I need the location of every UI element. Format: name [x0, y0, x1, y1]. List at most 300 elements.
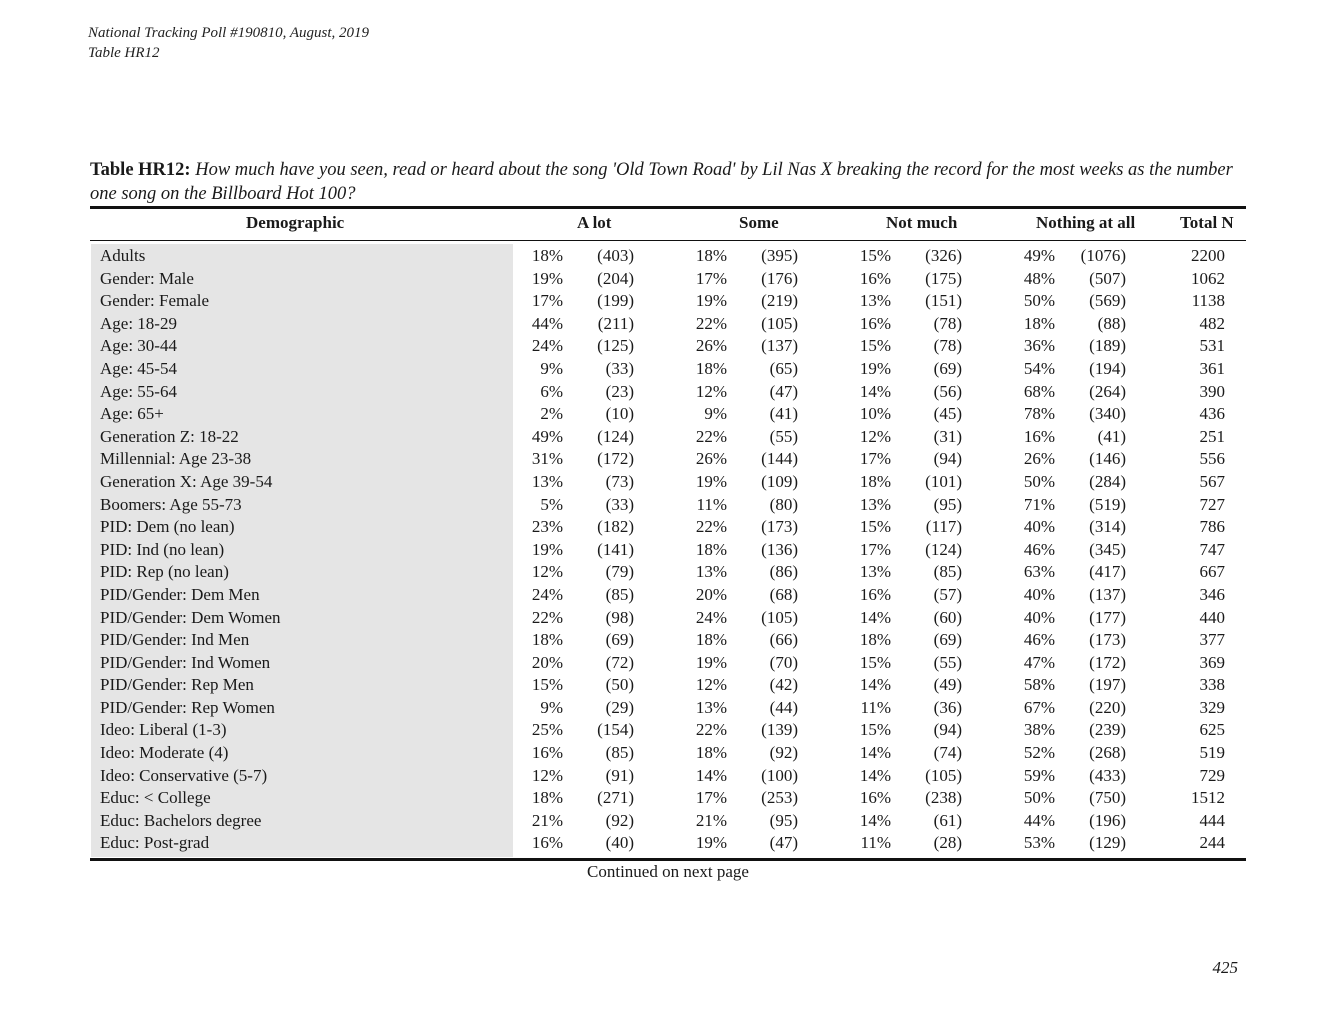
cell-nothing-pct: 48%: [1023, 268, 1055, 288]
cell-a-lot-pct: 19%: [531, 539, 563, 559]
cell-nothing-pct: 46%: [1023, 630, 1055, 650]
cell-a-lot-pct: 18%: [531, 630, 563, 650]
table-row: [0, 516, 1320, 539]
cell-nothing-pct: 49%: [1023, 246, 1055, 265]
table-row: [0, 810, 1320, 833]
cell-a-lot-pct: 13%: [531, 471, 563, 491]
cell-not-much-pct: 15%: [859, 720, 891, 740]
cell-a-lot-n: (33): [605, 358, 634, 378]
cell-nothing-n: (197): [1089, 675, 1126, 695]
cell-total-n: 440: [1199, 607, 1225, 627]
cell-some-pct: 22%: [695, 517, 727, 537]
cell-not-much-n: (124): [925, 539, 962, 559]
row-label: Boomers: Age 55-73: [100, 494, 242, 514]
cell-some-n: (44): [769, 697, 798, 717]
cell-total-n: 444: [1199, 810, 1225, 830]
cell-some-n: (173): [761, 517, 798, 537]
cell-nothing-pct: 46%: [1023, 539, 1055, 559]
cell-not-much-n: (69): [933, 630, 962, 650]
row-label: PID/Gender: Dem Women: [100, 607, 281, 627]
cell-a-lot-pct: 9%: [540, 358, 563, 378]
cell-not-much-pct: 16%: [859, 268, 891, 288]
running-header: [88, 23, 369, 63]
cell-some-pct: 18%: [695, 246, 727, 265]
cell-a-lot-pct: 15%: [531, 675, 563, 695]
cell-not-much-pct: 17%: [859, 449, 891, 469]
cell-not-much-pct: 16%: [859, 788, 891, 808]
cell-a-lot-pct: 18%: [531, 788, 563, 808]
cell-a-lot-pct: 31%: [531, 449, 563, 469]
table-body: [0, 245, 1320, 855]
table-row: [0, 674, 1320, 697]
cell-a-lot-n: (154): [597, 720, 634, 740]
cell-a-lot-n: (204): [597, 268, 634, 288]
cell-nothing-pct: 38%: [1023, 720, 1055, 740]
cell-total-n: 1062: [1191, 268, 1225, 288]
cell-a-lot-n: (199): [597, 291, 634, 311]
cell-not-much-pct: 14%: [859, 675, 891, 695]
row-label: Gender: Female: [100, 291, 210, 311]
cell-a-lot-n: (29): [605, 697, 634, 717]
column-header-demographic: Demographic: [246, 213, 345, 232]
cell-some-n: (95): [769, 810, 798, 830]
cell-not-much-n: (57): [933, 584, 962, 604]
cell-some-n: (136): [761, 539, 798, 559]
cell-not-much-pct: 15%: [859, 336, 891, 356]
cell-a-lot-pct: 5%: [540, 494, 563, 514]
cell-not-much-pct: 15%: [859, 246, 891, 265]
cell-not-much-pct: 14%: [859, 381, 891, 401]
cell-total-n: 747: [1199, 539, 1225, 559]
cell-not-much-n: (49): [933, 675, 962, 695]
cell-nothing-n: (220): [1089, 697, 1126, 717]
cell-total-n: 338: [1199, 675, 1225, 695]
cell-nothing-n: (345): [1089, 539, 1126, 559]
table-row: [0, 629, 1320, 652]
cell-nothing-pct: 71%: [1023, 494, 1055, 514]
bottom-rule: [90, 858, 1246, 861]
table-row: [0, 471, 1320, 494]
cell-not-much-n: (55): [933, 652, 962, 672]
cell-not-much-pct: 18%: [859, 630, 891, 650]
row-label: PID/Gender: Dem Men: [100, 584, 260, 604]
table-row: [0, 268, 1320, 291]
row-label: Educ: Post-grad: [100, 833, 210, 853]
cell-not-much-n: (60): [933, 607, 962, 627]
cell-nothing-n: (177): [1089, 607, 1126, 627]
row-label: PID/Gender: Ind Women: [100, 652, 271, 672]
table-row: [0, 652, 1320, 675]
header-table-id: Table HR12: [88, 45, 160, 61]
table-row: [0, 358, 1320, 381]
cell-not-much-n: (175): [925, 268, 962, 288]
cell-a-lot-pct: 25%: [531, 720, 563, 740]
cell-some-pct: 26%: [695, 449, 727, 469]
cell-nothing-pct: 63%: [1023, 562, 1055, 582]
cell-some-pct: 17%: [695, 788, 727, 808]
table-row: [0, 290, 1320, 313]
cell-not-much-n: (238): [925, 788, 962, 808]
cell-a-lot-n: (85): [605, 584, 634, 604]
cell-a-lot-pct: 12%: [531, 765, 563, 785]
caption-label: Table HR12:: [90, 160, 191, 180]
cell-nothing-n: (507): [1089, 268, 1126, 288]
cell-a-lot-pct: 23%: [531, 517, 563, 537]
table-row: [0, 787, 1320, 810]
cell-some-pct: 9%: [704, 404, 727, 424]
cell-nothing-n: (750): [1089, 788, 1126, 808]
cell-total-n: 1512: [1191, 788, 1225, 808]
cell-a-lot-pct: 20%: [531, 652, 563, 672]
cell-a-lot-pct: 44%: [531, 313, 563, 333]
cell-some-n: (66): [769, 630, 798, 650]
cell-not-much-pct: 13%: [859, 291, 891, 311]
cell-not-much-pct: 17%: [859, 539, 891, 559]
row-label: Educ: < College: [100, 788, 211, 808]
row-label: PID: Rep (no lean): [100, 562, 229, 582]
cell-not-much-pct: 15%: [859, 517, 891, 537]
cell-nothing-n: (172): [1089, 652, 1126, 672]
cell-total-n: 727: [1199, 494, 1225, 514]
cell-nothing-pct: 18%: [1023, 313, 1055, 333]
table-row: [0, 494, 1320, 517]
table-row: [0, 584, 1320, 607]
table-row: [0, 742, 1320, 765]
row-label: Adults: [100, 246, 146, 265]
cell-not-much-pct: 16%: [859, 313, 891, 333]
header-poll-title: National Tracking Poll #190810, August, 2019: [88, 25, 369, 41]
table-row: [0, 697, 1320, 720]
cell-total-n: 329: [1199, 697, 1225, 717]
cell-nothing-pct: 40%: [1023, 584, 1055, 604]
cell-a-lot-pct: 24%: [531, 584, 563, 604]
cell-nothing-pct: 54%: [1023, 358, 1055, 378]
cell-not-much-n: (105): [925, 765, 962, 785]
table-row: [0, 561, 1320, 584]
cell-total-n: 1138: [1191, 291, 1225, 311]
cell-nothing-n: (173): [1089, 630, 1126, 650]
column-header-nothing-at-all: Nothing at all: [1036, 213, 1136, 232]
cell-total-n: 390: [1199, 381, 1225, 401]
cell-some-n: (100): [761, 765, 798, 785]
header-rule: [90, 240, 1246, 241]
cell-a-lot-pct: 19%: [531, 268, 563, 288]
cell-some-n: (55): [769, 426, 798, 446]
cell-not-much-pct: 11%: [860, 833, 891, 853]
cell-some-n: (41): [769, 404, 798, 424]
row-label: PID/Gender: Rep Women: [100, 697, 275, 717]
cell-a-lot-pct: 49%: [531, 426, 563, 446]
cell-some-n: (144): [761, 449, 798, 469]
cell-a-lot-pct: 22%: [531, 607, 563, 627]
cell-nothing-n: (146): [1089, 449, 1126, 469]
cell-some-n: (68): [769, 584, 798, 604]
cell-not-much-pct: 10%: [859, 404, 891, 424]
cell-not-much-n: (36): [933, 697, 962, 717]
cell-some-n: (253): [761, 788, 798, 808]
cell-total-n: 786: [1199, 517, 1225, 537]
top-rule: [90, 206, 1246, 209]
cell-some-pct: 12%: [695, 381, 727, 401]
cell-some-pct: 17%: [695, 268, 727, 288]
cell-some-pct: 20%: [695, 584, 727, 604]
cell-nothing-pct: 36%: [1023, 336, 1055, 356]
cell-a-lot-pct: 21%: [531, 810, 563, 830]
cell-nothing-pct: 40%: [1023, 607, 1055, 627]
cell-some-pct: 21%: [695, 810, 727, 830]
cell-not-much-n: (78): [933, 313, 962, 333]
cell-total-n: 482: [1199, 313, 1225, 333]
cell-some-pct: 22%: [695, 313, 727, 333]
cell-a-lot-n: (211): [597, 313, 634, 333]
cell-not-much-n: (101): [925, 471, 962, 491]
cell-some-n: (92): [769, 743, 798, 763]
cell-some-n: (70): [769, 652, 798, 672]
cell-some-n: (139): [761, 720, 798, 740]
cell-nothing-pct: 40%: [1023, 517, 1055, 537]
cell-a-lot-pct: 16%: [531, 743, 563, 763]
cell-not-much-pct: 13%: [859, 562, 891, 582]
cell-total-n: 377: [1199, 630, 1225, 650]
cell-nothing-n: (1076): [1080, 246, 1126, 265]
row-label: Age: 30-44: [100, 336, 177, 356]
cell-nothing-n: (569): [1089, 291, 1126, 311]
cell-some-n: (86): [769, 562, 798, 582]
cell-a-lot-n: (23): [605, 381, 634, 401]
cell-some-pct: 19%: [695, 471, 727, 491]
cell-a-lot-n: (40): [605, 833, 634, 853]
cell-a-lot-pct: 6%: [540, 381, 563, 401]
cell-not-much-n: (45): [933, 404, 962, 424]
cell-a-lot-n: (98): [605, 607, 634, 627]
row-label: Age: 18-29: [100, 313, 177, 333]
cell-not-much-n: (85): [933, 562, 962, 582]
cell-not-much-pct: 12%: [859, 426, 891, 446]
cell-a-lot-n: (182): [597, 517, 634, 537]
table-row: [0, 539, 1320, 562]
table-row: [0, 719, 1320, 742]
cell-not-much-pct: 16%: [859, 584, 891, 604]
cell-not-much-pct: 11%: [860, 697, 891, 717]
row-label: Educ: Bachelors degree: [100, 810, 262, 830]
cell-a-lot-pct: 24%: [531, 336, 563, 356]
cell-not-much-n: (326): [925, 246, 962, 265]
table-row: [0, 765, 1320, 788]
column-header-a-lot: A lot: [577, 213, 612, 232]
cell-nothing-pct: 59%: [1023, 765, 1055, 785]
cell-nothing-n: (194): [1089, 358, 1126, 378]
cell-nothing-pct: 58%: [1023, 675, 1055, 695]
column-header-some: Some: [739, 213, 779, 232]
cell-a-lot-n: (403): [597, 246, 634, 265]
cell-nothing-n: (189): [1089, 336, 1126, 356]
row-label: Age: 55-64: [100, 381, 177, 401]
cell-some-pct: 18%: [695, 539, 727, 559]
row-label: Ideo: Liberal (1-3): [100, 720, 227, 740]
table-row: [0, 313, 1320, 336]
cell-some-n: (395): [761, 246, 798, 265]
page-number: 425: [1212, 958, 1238, 977]
cell-a-lot-pct: 16%: [531, 833, 563, 853]
cell-nothing-pct: 68%: [1023, 381, 1055, 401]
cell-nothing-n: (129): [1089, 833, 1126, 853]
continued-note: Continued on next page: [587, 862, 749, 881]
cell-not-much-n: (61): [933, 810, 962, 830]
cell-some-pct: 22%: [695, 720, 727, 740]
cell-a-lot-n: (271): [597, 788, 634, 808]
cell-total-n: 436: [1199, 404, 1225, 424]
table-caption: [90, 158, 1240, 206]
row-label: Ideo: Conservative (5-7): [100, 765, 268, 785]
cell-a-lot-n: (125): [597, 336, 634, 356]
cell-a-lot-pct: 2%: [540, 404, 563, 424]
cell-nothing-n: (340): [1089, 404, 1126, 424]
cell-not-much-n: (28): [933, 833, 962, 853]
row-label: PID/Gender: Rep Men: [100, 675, 254, 695]
cell-some-n: (105): [761, 313, 798, 333]
row-label: PID/Gender: Ind Men: [100, 630, 250, 650]
cell-some-n: (80): [769, 494, 798, 514]
cell-total-n: 369: [1199, 652, 1225, 672]
cell-a-lot-n: (91): [605, 765, 634, 785]
cell-some-pct: 19%: [695, 652, 727, 672]
cell-some-n: (219): [761, 291, 798, 311]
cell-not-much-n: (78): [933, 336, 962, 356]
cell-not-much-n: (94): [933, 720, 962, 740]
cell-not-much-pct: 18%: [859, 471, 891, 491]
cell-some-n: (47): [769, 381, 798, 401]
cell-a-lot-pct: 12%: [531, 562, 563, 582]
cell-not-much-pct: 14%: [859, 810, 891, 830]
cell-nothing-n: (239): [1089, 720, 1126, 740]
cell-total-n: 361: [1199, 358, 1225, 378]
cell-some-pct: 12%: [695, 675, 727, 695]
cell-nothing-pct: 67%: [1023, 697, 1055, 717]
cell-not-much-n: (151): [925, 291, 962, 311]
cell-some-pct: 19%: [695, 291, 727, 311]
cell-total-n: 251: [1199, 426, 1225, 446]
row-label: Ideo: Moderate (4): [100, 743, 229, 763]
cell-total-n: 567: [1199, 471, 1225, 491]
table-row: [0, 448, 1320, 471]
cell-some-n: (65): [769, 358, 798, 378]
row-label: PID: Ind (no lean): [100, 539, 225, 559]
cell-some-n: (47): [769, 833, 798, 853]
row-label: Gender: Male: [100, 268, 194, 288]
cell-nothing-n: (417): [1089, 562, 1126, 582]
cell-some-pct: 19%: [695, 833, 727, 853]
cell-nothing-pct: 50%: [1023, 788, 1055, 808]
cell-a-lot-n: (79): [605, 562, 634, 582]
cell-nothing-n: (519): [1089, 494, 1126, 514]
cell-total-n: 519: [1199, 743, 1225, 763]
row-label: Age: 45-54: [100, 358, 177, 378]
table-row: [0, 335, 1320, 358]
cell-some-pct: 18%: [695, 358, 727, 378]
cell-nothing-pct: 50%: [1023, 291, 1055, 311]
cell-not-much-n: (69): [933, 358, 962, 378]
cell-some-pct: 24%: [695, 607, 727, 627]
cell-nothing-pct: 78%: [1023, 404, 1055, 424]
cell-a-lot-n: (85): [605, 743, 634, 763]
cell-not-much-pct: 14%: [859, 765, 891, 785]
cell-some-n: (109): [761, 471, 798, 491]
table-row: [0, 832, 1320, 855]
cell-some-n: (42): [769, 675, 798, 695]
cell-a-lot-n: (124): [597, 426, 634, 446]
column-header-not-much: Not much: [886, 213, 958, 232]
cell-a-lot-n: (72): [605, 652, 634, 672]
cell-not-much-n: (95): [933, 494, 962, 514]
cell-nothing-n: (137): [1089, 584, 1126, 604]
cell-nothing-n: (433): [1089, 765, 1126, 785]
cell-nothing-pct: 26%: [1023, 449, 1055, 469]
cell-nothing-n: (284): [1089, 471, 1126, 491]
cell-nothing-n: (268): [1089, 743, 1126, 763]
cell-not-much-pct: 14%: [859, 607, 891, 627]
cell-some-pct: 14%: [695, 765, 727, 785]
cell-a-lot-n: (10): [605, 404, 634, 424]
cell-a-lot-pct: 9%: [540, 697, 563, 717]
row-label: PID: Dem (no lean): [100, 517, 235, 537]
cell-not-much-n: (117): [925, 517, 962, 537]
cell-not-much-pct: 13%: [859, 494, 891, 514]
row-label: Millennial: Age 23-38: [100, 449, 252, 469]
cell-nothing-n: (264): [1089, 381, 1126, 401]
row-label: Generation X: Age 39-54: [100, 471, 273, 491]
cell-total-n: 244: [1199, 833, 1225, 853]
caption-question: How much have you seen, read or heard about the song 'Old Town Road' by Lil Nas X breaking the record for the most weeks as the number one song on the Billboard Hot 100?: [90, 160, 1233, 204]
cell-nothing-n: (41): [1097, 426, 1126, 446]
cell-nothing-n: (196): [1089, 810, 1126, 830]
cell-some-pct: 13%: [695, 697, 727, 717]
cell-a-lot-n: (141): [597, 539, 634, 559]
cell-nothing-n: (88): [1097, 313, 1126, 333]
cell-not-much-pct: 15%: [859, 652, 891, 672]
cell-total-n: 625: [1199, 720, 1225, 740]
cell-nothing-pct: 16%: [1023, 426, 1055, 446]
cell-some-pct: 13%: [695, 562, 727, 582]
table-row: [0, 403, 1320, 426]
cell-nothing-pct: 53%: [1023, 833, 1055, 853]
cell-some-pct: 18%: [695, 630, 727, 650]
table-row: [0, 245, 1320, 268]
cell-a-lot-n: (92): [605, 810, 634, 830]
cell-not-much-n: (94): [933, 449, 962, 469]
cell-not-much-n: (56): [933, 381, 962, 401]
table-row: [0, 426, 1320, 449]
cell-nothing-pct: 47%: [1023, 652, 1055, 672]
cell-a-lot-n: (69): [605, 630, 634, 650]
cell-not-much-pct: 19%: [859, 358, 891, 378]
cell-nothing-n: (314): [1089, 517, 1126, 537]
cell-some-pct: 26%: [695, 336, 727, 356]
cell-nothing-pct: 52%: [1023, 743, 1055, 763]
cell-a-lot-n: (172): [597, 449, 634, 469]
cell-some-n: (137): [761, 336, 798, 356]
cell-some-n: (176): [761, 268, 798, 288]
table-row: [0, 607, 1320, 630]
cell-a-lot-pct: 17%: [531, 291, 563, 311]
cell-total-n: 667: [1199, 562, 1225, 582]
column-header-total-n: Total N: [1180, 213, 1234, 232]
row-label: Age: 65+: [100, 404, 164, 424]
cell-not-much-n: (31): [933, 426, 962, 446]
row-label: Generation Z: 18-22: [100, 426, 239, 446]
cell-total-n: 531: [1199, 336, 1225, 356]
cell-total-n: 2200: [1191, 246, 1225, 265]
cell-a-lot-pct: 18%: [531, 246, 563, 265]
